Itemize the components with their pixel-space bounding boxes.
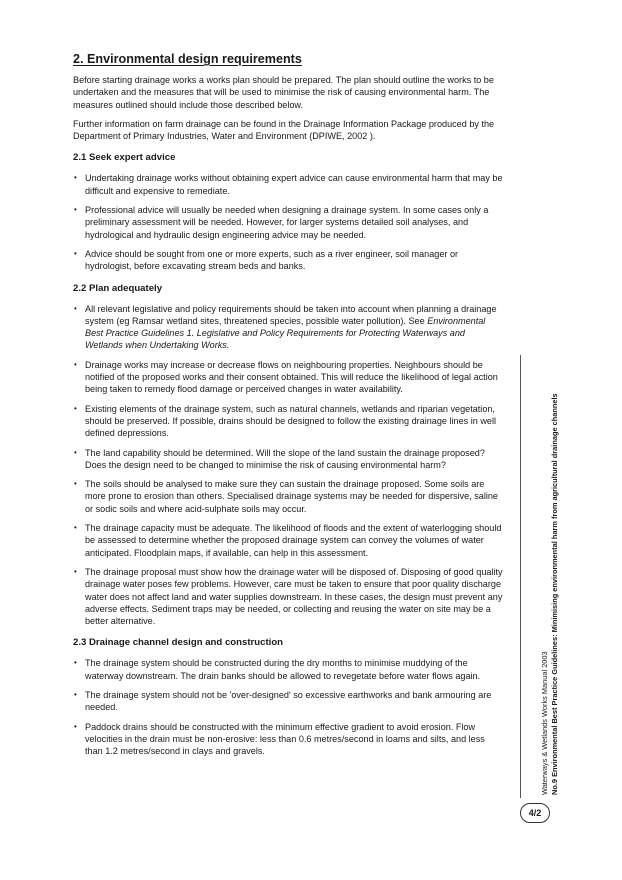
list-item: • Professional advice will usually be needed when designing a drainage system. In some cases only a preliminary assessment will be needed. However, for larger systems detailed soil analyses, and hydrological and hydraulic design engineering advice may be needed. [73,204,505,241]
page-number: 4/2 [520,803,550,823]
list-item: • Advice should be sought from one or more experts, such as a river engineer, soil manager or hydrologist, before excavating stream beds and banks. [73,248,505,273]
list-item: • The land capability should be determined. Will the slope of the land sustain the drainage proposed? Does the design need to be changed to minimise the risk of causing environmental harm? [73,447,505,472]
section-list-2-1 [73,172,505,272]
document-body [73,52,505,764]
intro-paragraph-1: Before starting drainage works a works plan should be prepared. The plan should outline the works to be undertaken and the measures that will be used to minimise the risk of causing environmental harm. The measures outlined should include those described below. [73,75,494,110]
sidebar-divider [520,355,521,798]
list-item: • The drainage system should not be 'over-designed' so excessive earthworks and bank armouring are needed. [73,689,505,714]
list-item: • Undertaking drainage works without obtaining expert advice can cause environmental harm that may be difficult and expensive to remediate. [73,172,505,197]
list-item [73,303,505,352]
list-item: • The drainage system should be constructed during the dry months to minimise muddying of the waterway downstream. The drain banks should be allowed to revegetate before water flows again. [73,657,505,682]
page-heading: 2. Environmental design requirements [73,52,302,66]
manual-title: Waterways & Wetlands Works Manual 2003 [540,651,549,795]
list-item: • The drainage proposal must show how the drainage water will be disposed of. Disposing of good quality drainage water poses few problems. However, care must be taken to ensure that poor quality discharge water does not affect land and water supplies downstream. In these cases, the design must prevent any adverse effects. Sediment traps may be needed, or collecting and reusing the water on site may be a better alternative. [73,566,505,627]
section-title-2-1: 2.1 Seek expert advice [73,152,176,164]
list-item: • The drainage capacity must be adequate. The likelihood of floods and the extent of waterlogging should be assessed to determine whether the proposed drainage system can convey the volumes of water anticipated. Floodplain maps, if available, can help in this assessment. [73,522,505,559]
section-title-2-2: 2.2 Plan adequately [73,282,163,294]
guideline-reference: Environmental Best Practice Guidelines 1. Legislative and Policy Requirements for Protecting Waterways and Wetlands when Undertaking Works. [85,315,486,351]
section-list-2-3 [73,657,505,757]
list-item: • Existing elements of the drainage system, such as natural channels, wetlands and riparian vegetation, should be preserved. If possible, drains should be designed to follow the existing drainage lines in well defined depressions. [73,403,505,440]
sidebar-title [540,325,560,795]
list-item: • Drainage works may increase or decrease flows on neighbouring properties. Neighbours should be notified of the proposed works and their consent obtained. This will reduce the likelihood of legal action being taken to remedy flood damage or perceived changes in water availability. [73,359,505,396]
list-item: • The soils should be analysed to make sure they can sustain the drainage proposed. Some soils are more prone to erosion than others. Specialised drainage systems may be needed for dispersive, saline or sodic soils and where acid-sulphate soils may occur. [73,478,505,515]
intro-paragraph-2: Further information on farm drainage can be found in the Drainage Information Package produced by the Department of Primary Industries, Water and Environment (DPIWE, 2002 ). [73,118,495,142]
section-list-2-2 [73,303,505,628]
list-item: • Paddock drains should be constructed with the minimum effective gradient to avoid erosion. Flow velocities in the drain must be non-erosive: less than 0.6 metres/second in loams and silts, and less than 1.2 metres/second in clays and gravels. [73,721,505,758]
list-item-text: All relevant legislative and policy requirements should be taken into account when planning a drainage system (eg Ramsar wetland sites, threatened species, possible water pollution). See [85,303,497,326]
section-title-2-3: 2.3 Drainage channel design and construction [73,637,284,649]
guideline-title: No.9 Environmental Best Practice Guidelines: Minimising environmental harm from agricultural drainage channels [550,393,559,795]
